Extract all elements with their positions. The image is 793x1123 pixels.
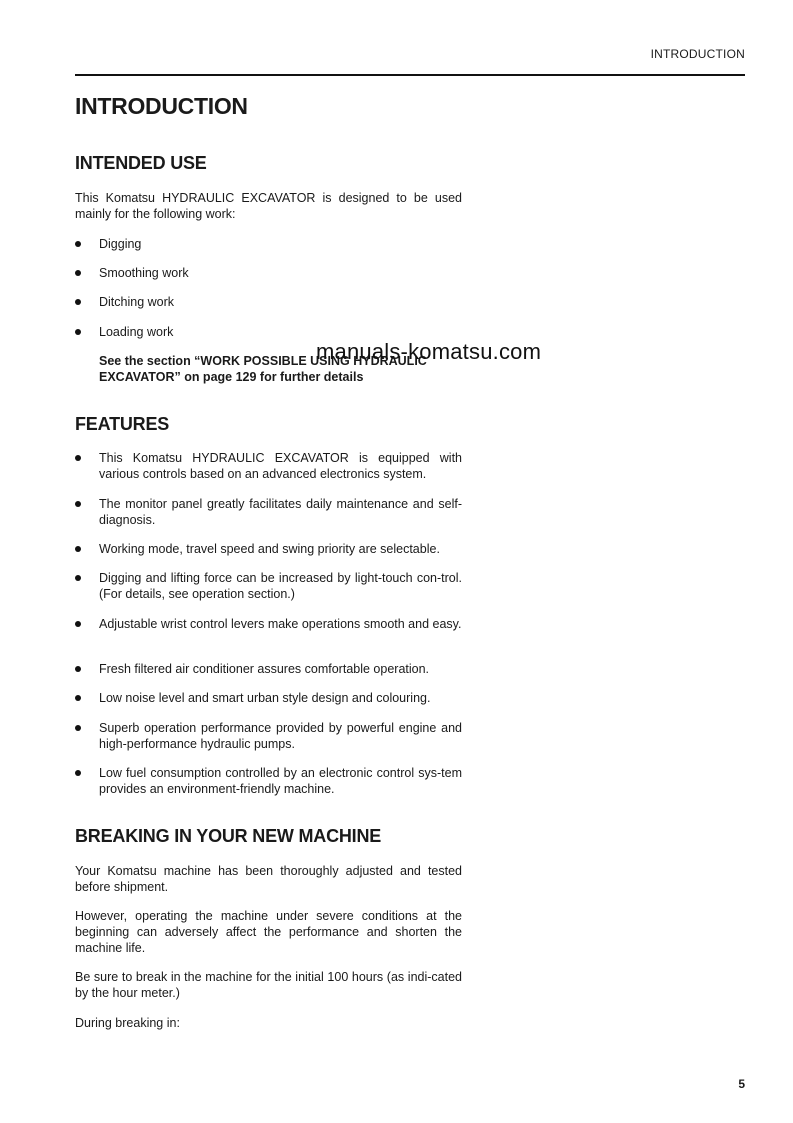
- list-item-text: Ditching work: [99, 295, 175, 309]
- list-item: [75, 690, 462, 706]
- list-item-text: Adjustable wrist control levers make operations smooth and easy.: [99, 617, 462, 631]
- list-item: [75, 541, 462, 557]
- breaking-in-paragraph: Be sure to break in the machine for the initial 100 hours (as indi-cated by the hour meter.): [75, 970, 462, 1000]
- breaking-in-paragraph: During breaking in:: [75, 1016, 180, 1030]
- list-item-text: Loading work: [99, 325, 174, 339]
- breaking-in-paragraph: Your Komatsu machine has been thoroughly adjusted and tested before shipment.: [75, 864, 462, 894]
- list-item: [75, 496, 462, 528]
- list-item-text: This Komatsu HYDRAULIC EXCAVATOR is equipped with various controls based on an advanced electronics system.: [99, 451, 462, 481]
- running-header: INTRODUCTION: [650, 47, 745, 61]
- bullet-icon: [75, 270, 81, 276]
- breaking-in-heading: BREAKING IN YOUR NEW MACHINE: [75, 826, 382, 846]
- bullet-icon: [75, 501, 81, 507]
- list-item-text: Digging and lifting force can be increased by light-touch con-trol. (For details, see operation section.): [99, 571, 462, 601]
- list-item: [75, 324, 462, 340]
- list-item-text: Working mode, travel speed and swing priority are selectable.: [99, 542, 440, 556]
- breaking-in-paragraph: However, operating the machine under severe conditions at the beginning can adversely affect the performance and shorten the machine life.: [75, 909, 462, 955]
- bullet-icon: [75, 546, 81, 552]
- list-item-text: Fresh filtered air conditioner assures comfortable operation.: [99, 662, 430, 676]
- bullet-icon: [75, 455, 81, 461]
- bullet-icon: [75, 575, 81, 581]
- list-item: [75, 616, 462, 632]
- list-item-text: Low fuel consumption controlled by an electronic control sys-tem provides an environment-friendly machine.: [99, 766, 462, 796]
- bullet-icon: [75, 666, 81, 672]
- bullet-icon: [75, 725, 81, 731]
- list-item: [75, 450, 462, 482]
- page-number: 5: [738, 1077, 745, 1091]
- list-item: [75, 236, 462, 252]
- bullet-icon: [75, 621, 81, 627]
- bullet-icon: [75, 770, 81, 776]
- features-heading: FEATURES: [75, 414, 170, 434]
- bullet-icon: [75, 695, 81, 701]
- list-item-text: Digging: [99, 237, 142, 251]
- intended-use-heading: INTENDED USE: [75, 153, 207, 173]
- list-item: [75, 765, 462, 797]
- bullet-icon: [75, 299, 81, 305]
- bullet-icon: [75, 329, 81, 335]
- list-item-text: The monitor panel greatly facilitates daily maintenance and self-diagnosis.: [99, 497, 462, 527]
- list-item: [75, 720, 462, 752]
- list-item-text: Low noise level and smart urban style design and colouring.: [99, 691, 431, 705]
- bullet-icon: [75, 241, 81, 247]
- watermark-text: manuals-komatsu.com: [316, 339, 542, 364]
- list-item-text: Smoothing work: [99, 266, 189, 280]
- list-item: [75, 661, 462, 677]
- list-item: [75, 294, 462, 310]
- list-item-text: Superb operation performance provided by powerful engine and high-performance hydraulic pumps.: [99, 721, 462, 751]
- list-item: [75, 265, 462, 281]
- cross-reference-note: See the section “WORK POSSIBLE USING HYDRAULIC EXCAVATOR” on page 129 for further details: [99, 354, 427, 384]
- list-item: [75, 570, 462, 602]
- header-rule: [75, 74, 745, 76]
- intended-use-intro: This Komatsu HYDRAULIC EXCAVATOR is designed to be used mainly for the following work:: [75, 191, 462, 221]
- page-title: INTRODUCTION: [75, 93, 248, 119]
